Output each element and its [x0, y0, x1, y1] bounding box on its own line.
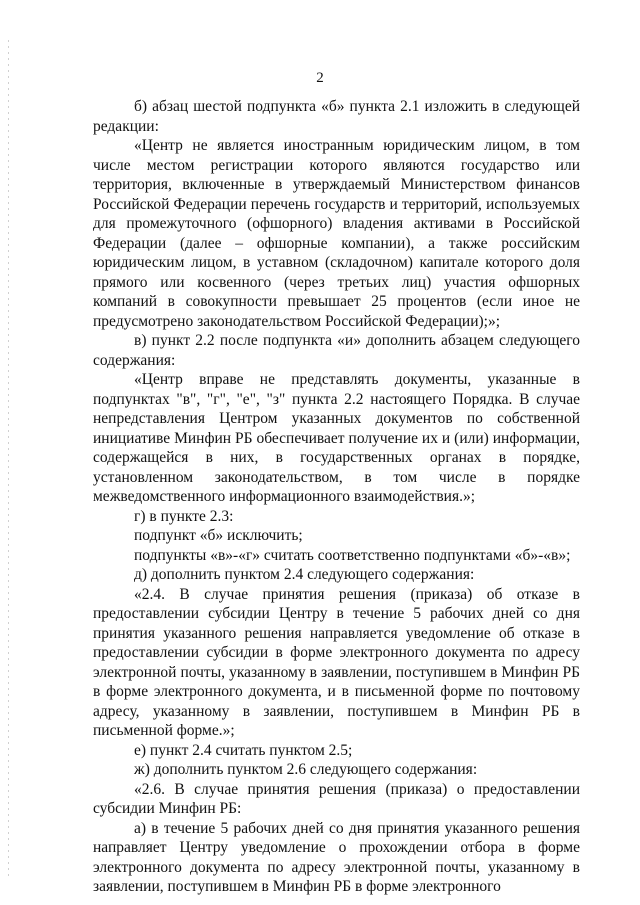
paragraph: «2.6. В случае принятия решения (приказа) о предоставлении субсидии Минфин РБ:: [93, 780, 580, 817]
paragraph: ж) дополнить пунктом 2.6 следующего содержания:: [134, 761, 478, 778]
paragraph: г) в пункте 2.3:: [134, 507, 234, 525]
paragraph: «2.4. В случае принятия решения (приказа) об отказе в предоставлении субсидии Центру в течение 5 рабочих дней со дня принятия указанного решения направляется уведомление об отказе в предоставлении субсидии в форме электронного документа по адресу электронной почты, указанному в заявлении, поступившем в Минфин РБ в форме электронного документа, и в письменной форме по почтовому адресу, указанному в заявлении, поступившем в Минфин РБ в письменной форме.»;: [93, 585, 580, 739]
paragraph: подпункт «б» исключить;: [134, 527, 303, 544]
document-body: [93, 97, 580, 897]
page-number: 2: [316, 70, 324, 86]
paragraph: подпункты «в»-«г» считать соответственно подпунктами «б»-«в»;: [134, 546, 571, 564]
paragraph: д) дополнить пунктом 2.4 следующего содержания:: [134, 566, 475, 583]
paragraph: а) в течение 5 рабочих дней со дня принятия указанного решения направляет Центру уведомление о прохождении отбора в форме электронного документа по адресу электронной почты, указанному в заявлении, поступившем в Минфин РБ в форме электронного: [93, 819, 580, 895]
paragraph: е) пункт 2.4 считать пунктом 2.5;: [134, 741, 353, 759]
paragraph: в) пункт 2.2 после подпункта «и» дополнить абзацем следующего содержания:: [93, 332, 580, 369]
paragraph: б) абзац шестой подпункта «б» пункта 2.1 изложить в следующей редакции:: [93, 98, 580, 135]
paragraph: «Центр не является иностранным юридическим лицом, в том числе местом регистрации которого являются государство или территория, включенные в утверждаемый Министерством финансов Российской Федерации перечень государств и территорий, используемых для промежуточного (офшорного) владения активами в Российской Федерации (далее – офшорные компании), а также российским юридическим лицом, в уставном (складочном) капитале которого доля прямого или косвенного (через третьих лиц) участия офшорных компаний в совокупности превышает 25 процентов (если иное не предусмотрено законодательством Российской Федерации);»;: [93, 137, 580, 330]
scan-edge-artifact: [8, 40, 9, 880]
paragraph: «Центр вправе не представлять документы, указанные в подпунктах "в", "г", "е", "з" пункта 2.2 настоящего Порядка. В случае непредставления Центром указанных документов по собственной инициативе Минфин РБ обеспечивает получение их и (или) информации, содержащейся в них, в государственных органах в порядке, установленном законодательством, в том числе в порядке межведомственного информационного взаимодействия.»;: [93, 371, 580, 505]
